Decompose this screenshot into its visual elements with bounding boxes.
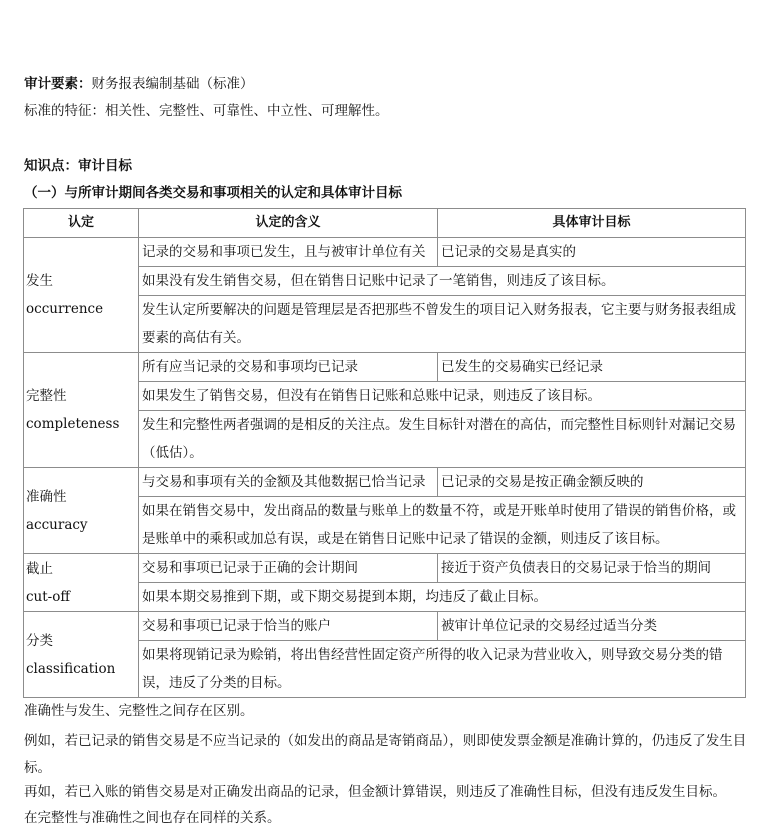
table-row [24, 554, 746, 583]
assertion-name-en: completeness [26, 416, 120, 432]
assertion-cell [24, 612, 139, 698]
assertion-cell [24, 353, 139, 468]
footer-paragraph-4: 在完整性与准确性之间也存在同样的关系。 [24, 810, 281, 826]
meaning-cell: 所有应当记录的交易和事项均已记录 [139, 353, 438, 382]
table-row [24, 468, 746, 497]
footer-paragraph-2: 例如，若已记录的销售交易是不应当记录的（如发出的商品是寄销商品），则即使发票金额是准确计算的，仍违反了发生目标。 [24, 733, 747, 776]
objective-cell: 被审计单位记录的交易经过适当分类 [438, 612, 746, 641]
knowledge-subtitle: （一）与所审计期间各类交易和事项相关的认定和具体审计目标 [24, 185, 402, 201]
note-cell: 如果在销售交易中，发出商品的数量与账单上的数量不符，或是开账单时使用了错误的销售价格，或是账单中的乘积或加总有误，或是在销售日记账中记录了错误的金额，则违反了该目标。 [139, 497, 746, 554]
assertion-name-en: cut-off [26, 588, 70, 605]
assertion-name-en: occurrence [26, 301, 104, 317]
table-header-row [24, 209, 746, 238]
meaning-cell: 交易和事项已记录于正确的会计期间 [139, 554, 438, 583]
meaning-cell: 交易和事项已记录于恰当的账户 [139, 612, 438, 641]
note-cell: 发生和完整性两者强调的是相反的关注点。发生目标针对潜在的高估，而完整性目标则针对漏记交易（低估）。 [139, 411, 746, 468]
assertion-name-en: classification [26, 660, 116, 677]
header-objective: 具体审计目标 [438, 209, 746, 238]
header-meaning: 认定的含义 [139, 209, 438, 238]
meaning-cell: 记录的交易和事项已发生，且与被审计单位有关 [139, 238, 438, 267]
audit-element-value: 财务报表编制基础（标准） [91, 76, 254, 92]
objective-cell: 已发生的交易确实已经记录 [438, 353, 746, 382]
note-cell: 如果发生了销售交易，但没有在销售日记账和总账中记录，则违反了该目标。 [139, 382, 746, 411]
audit-element-line [24, 74, 254, 94]
objective-cell: 已记录的交易是按正确金额反映的 [438, 468, 746, 497]
assertion-name-cn: 分类 [26, 632, 53, 649]
audit-element-label: 审计要素： [24, 76, 92, 92]
assertion-cell [24, 238, 139, 353]
header-assertion: 认定 [24, 209, 139, 238]
assertion-name-en: accuracy [26, 516, 88, 533]
note-cell: 如果本期交易推到下期，或下期交易提到本期，均违反了截止目标。 [139, 583, 746, 612]
assertion-name-cn: 截止 [26, 560, 53, 577]
standard-features: 标准的特征：相关性、完整性、可靠性、中立性、可理解性。 [24, 103, 389, 119]
assertion-name-cn: 完整性 [26, 388, 67, 404]
note-cell: 如果没有发生销售交易，但在销售日记账中记录了一笔销售，则违反了该目标。 [139, 267, 746, 296]
meaning-cell: 与交易和事项有关的金额及其他数据已恰当记录 [139, 468, 438, 497]
assertion-cell [24, 468, 139, 554]
footer-paragraph-3: 再如，若已入账的销售交易是对正确发出商品的记录，但金额计算错误，则违反了准确性目标，但没有违反发生目标。 [24, 784, 726, 800]
assertion-name-cn: 准确性 [26, 488, 67, 505]
assertion-table [23, 208, 746, 698]
table-row [24, 353, 746, 382]
footer-paragraph-1: 准确性与发生、完整性之间存在区别。 [24, 703, 254, 719]
assertion-cell [24, 554, 139, 612]
objective-cell: 已记录的交易是真实的 [438, 238, 746, 267]
note-cell: 如果将现销记录为赊销，将出售经营性固定资产所得的收入记录为营业收入，则导致交易分类的错误，违反了分类的目标。 [139, 641, 746, 698]
note-cell: 发生认定所要解决的问题是管理层是否把那些不曾发生的项目记入财务报表，它主要与财务报表组成要素的高估有关。 [139, 296, 746, 353]
table-row [24, 238, 746, 267]
objective-cell: 接近于资产负债表日的交易记录于恰当的期间 [438, 554, 746, 583]
assertion-name-cn: 发生 [26, 273, 53, 289]
table-row [24, 612, 746, 641]
knowledge-title: 知识点：审计目标 [24, 158, 132, 174]
